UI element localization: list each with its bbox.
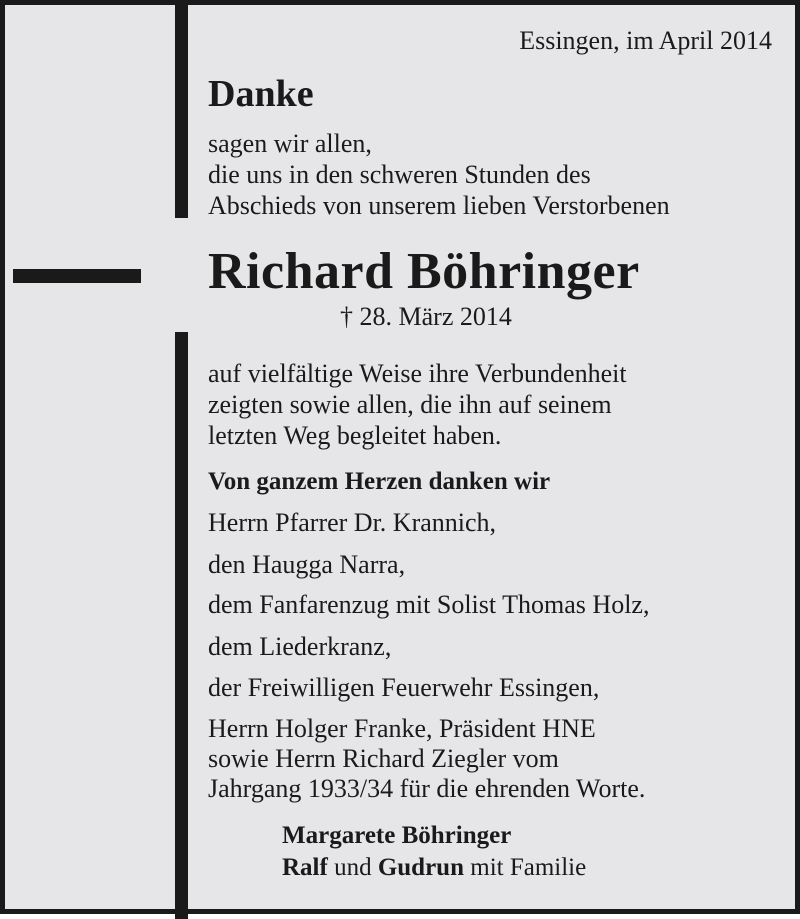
intro-line: die uns in den schweren Stunden des xyxy=(208,160,591,189)
closing-text xyxy=(208,714,645,804)
signature-name-gudrun: Gudrun xyxy=(377,854,464,881)
heading-danke: Danke xyxy=(208,73,314,115)
thanks-item: dem Fanfarenzug mit Solist Thomas Holz, xyxy=(208,590,650,619)
signature-line-1: Margarete Böhringer xyxy=(282,822,512,849)
body-text xyxy=(208,358,627,451)
closing-line: Herrn Holger Franke, Präsident HNE xyxy=(208,714,596,743)
signature-line-2 xyxy=(282,854,586,882)
body-line: auf vielfältige Weise ihre Verbundenheit xyxy=(208,359,627,388)
place-date: Essingen, im April 2014 xyxy=(519,26,772,55)
cross-horizontal-bar xyxy=(13,269,141,283)
thanks-item: der Freiwilligen Feuerwehr Essingen, xyxy=(208,673,600,702)
closing-line: Jahrgang 1933/34 für die ehrenden Worte. xyxy=(208,774,646,803)
signature-connector: und xyxy=(327,854,378,881)
body-line: zeigten sowie allen, die ihn auf seinem xyxy=(208,390,612,419)
cross-vertical-top xyxy=(175,5,188,218)
death-date: † 28. März 2014 xyxy=(340,302,512,331)
body-line: letzten Weg begleitet haben. xyxy=(208,421,502,450)
signature-name-ralf: Ralf xyxy=(282,854,328,881)
thanks-heading: Von ganzem Herzen danken wir xyxy=(208,468,551,495)
thanks-item: dem Liederkranz, xyxy=(208,632,392,661)
signature-suffix: mit Familie xyxy=(464,854,587,881)
cross-vertical-bottom xyxy=(175,332,188,919)
deceased-name: Richard Böhringer xyxy=(208,243,640,300)
intro-text xyxy=(208,128,670,221)
intro-line: sagen wir allen, xyxy=(208,129,372,158)
closing-line: sowie Herrn Richard Ziegler vom xyxy=(208,744,559,773)
thanks-item: Herrn Pfarrer Dr. Krannich, xyxy=(208,508,497,537)
intro-line: Abschieds von unserem lieben Verstorbenen xyxy=(208,191,670,220)
thanks-item: den Haugga Narra, xyxy=(208,550,406,579)
